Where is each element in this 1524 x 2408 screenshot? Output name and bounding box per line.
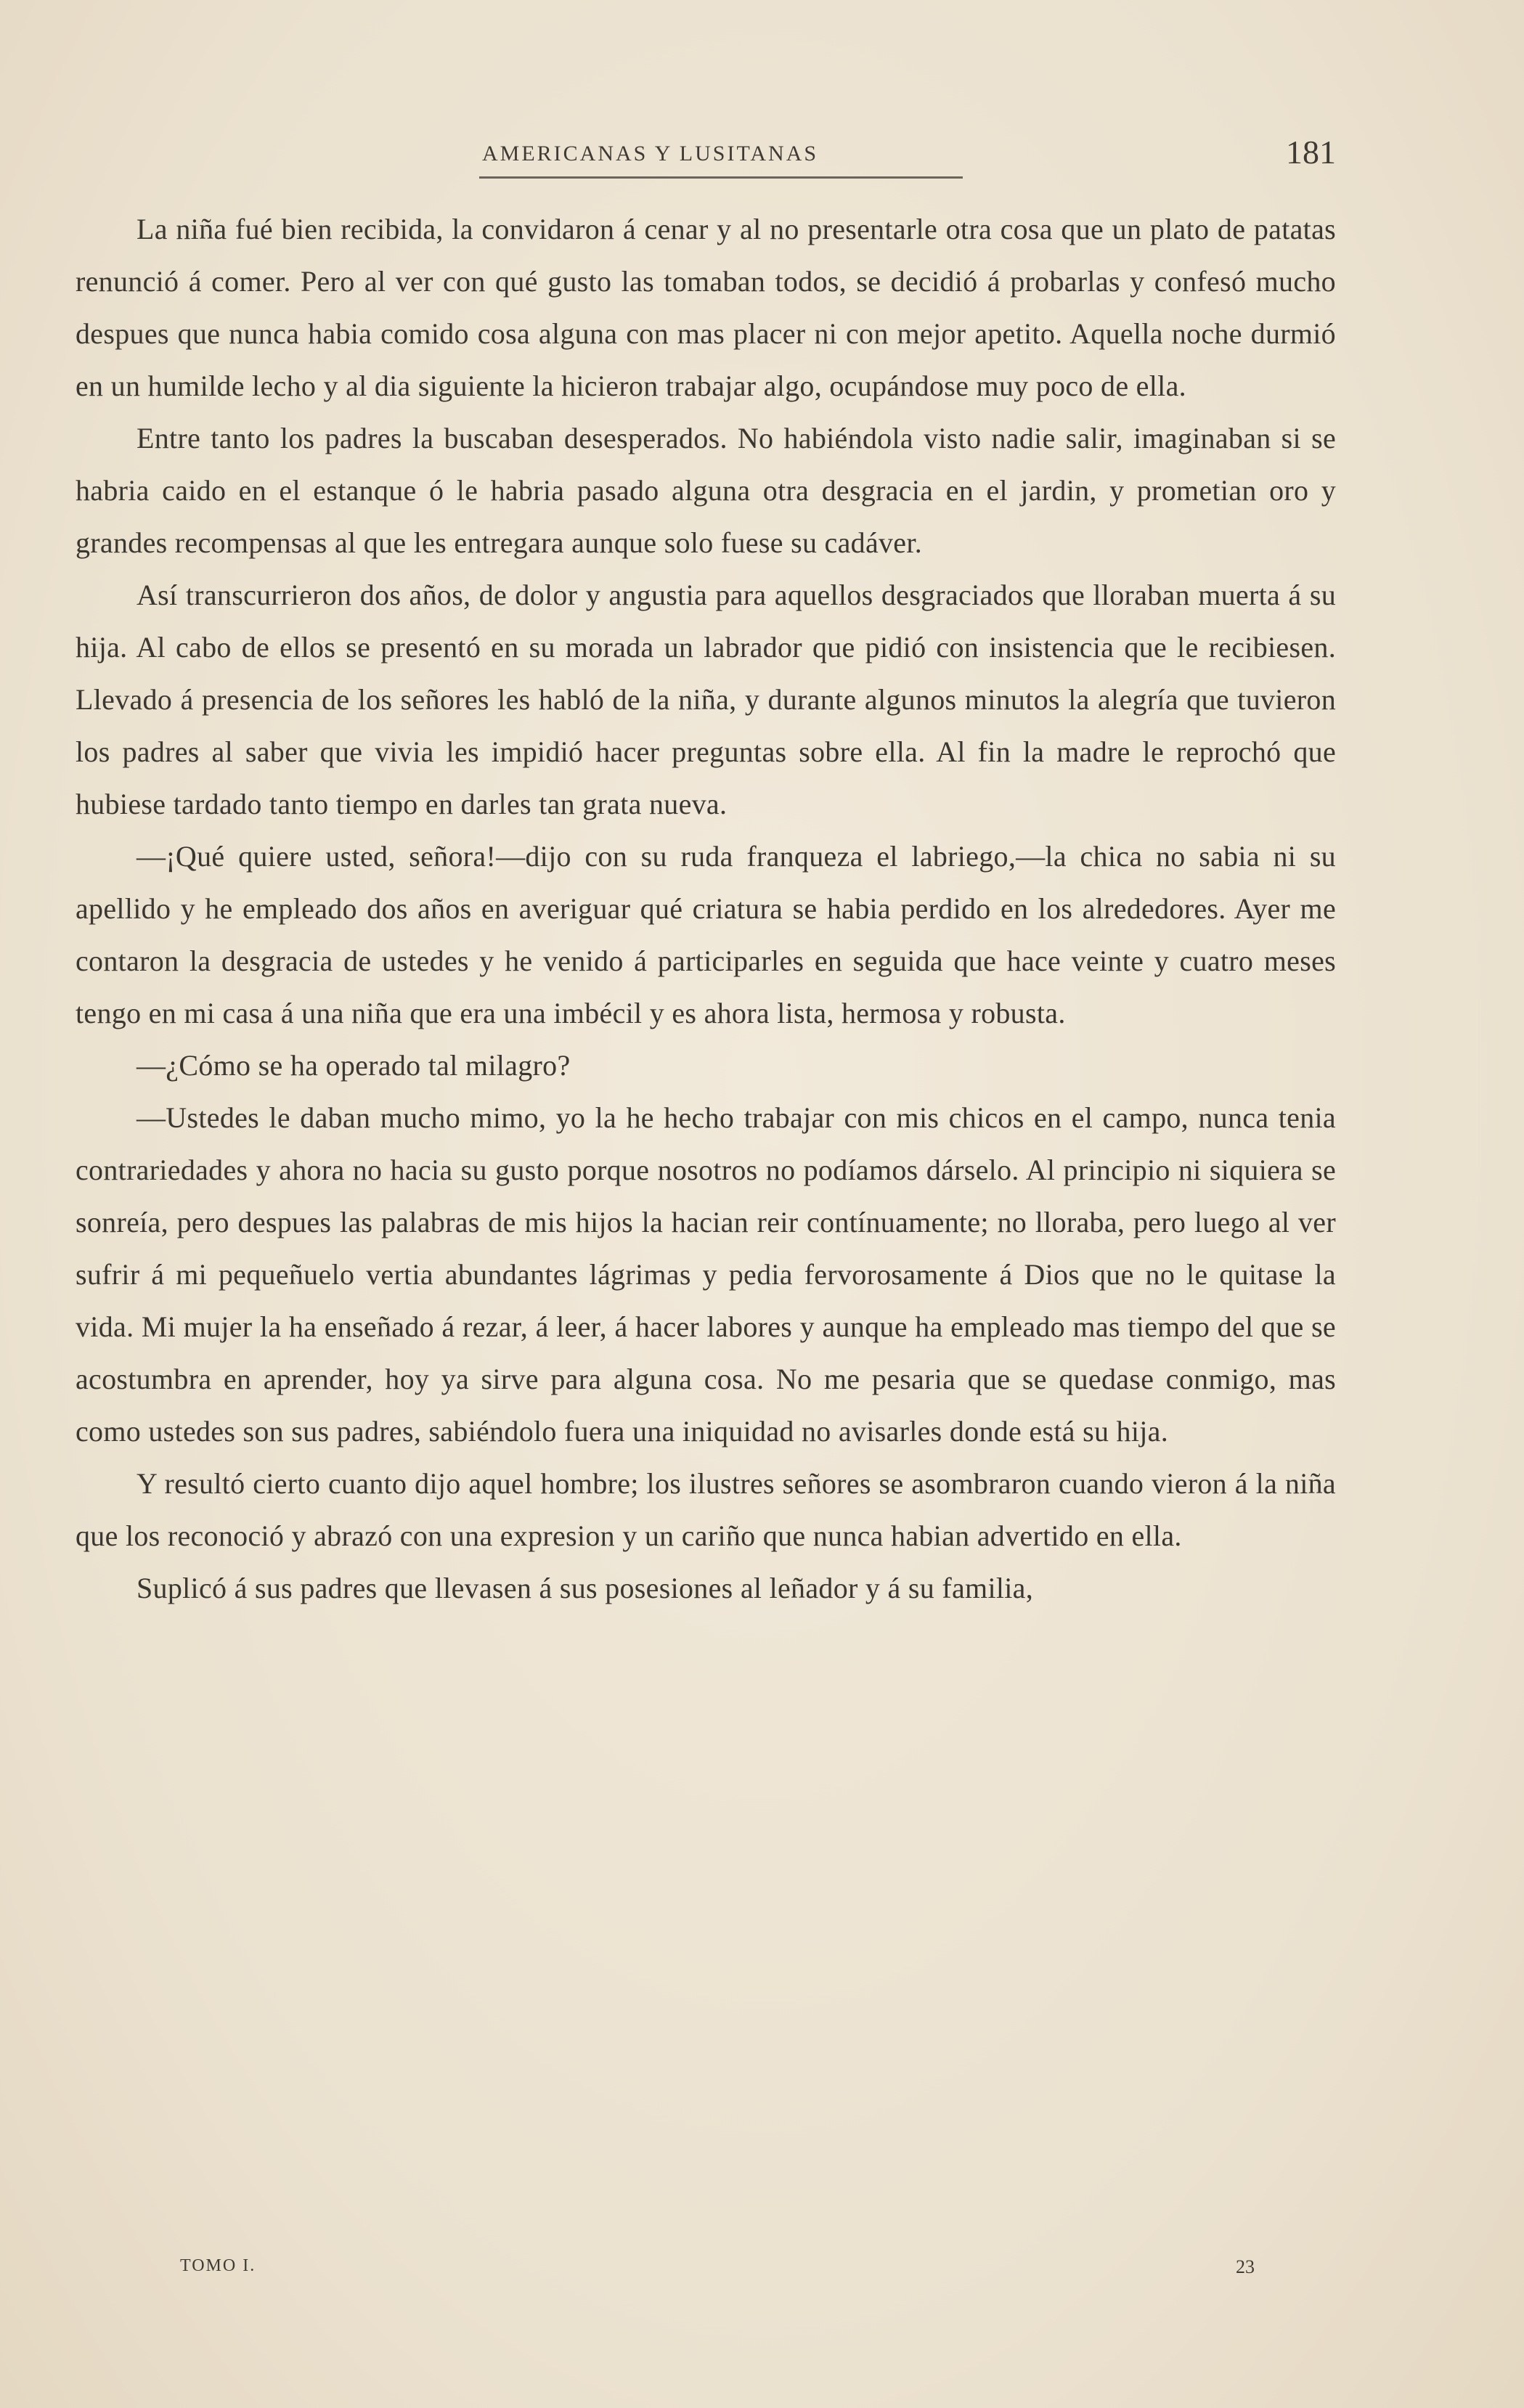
paragraph: La niña fué bien recibida, la convidaron á cenar y al no presentarle otra cosa que un plato de patatas renunció á comer. Pero al ver con qué gusto las tomaban todos, se decidió á probarlas y confesó mucho despues que nunca habia comido cosa alguna con mas placer ni con mejor apetito. Aquella noche durmió en un humilde lecho y al dia siguiente la hicieron trabajar algo, ocupándose muy poco de ella. [76, 213, 1336, 402]
volume-label: TOMO I. [180, 2256, 256, 2275]
paragraph: Y resultó cierto cuanto dijo aquel hombre; los ilustres señores se asombraron cuando vieron á la niña que los reconoció y abrazó con una expresion y un cariño que nunca habian advertido en ella. [76, 1467, 1336, 1552]
paragraph: Así transcurrieron dos años, de dolor y angustia para aquellos desgraciados que lloraban muerta á su hija. Al cabo de ellos se presentó en su morada un labrador que pidió con insistencia que le recibiesen. Llevado á presencia de los señores les habló de la niña, y durante algunos minutos la alegría que tuvieron los padres al saber que vivia les impidió hacer preguntas sobre ella. Al fin la madre le reprochó que hubiese tardado tanto tiempo en darles tan grata nueva. [76, 579, 1336, 820]
running-head [76, 134, 1336, 178]
signature-mark: 23 [1236, 2256, 1255, 2277]
text-body [76, 203, 1336, 1615]
paragraph: Suplicó á sus padres que llevasen á sus posesiones al leñador y á su familia, [136, 1572, 1034, 1604]
paragraph: —¿Cómo se ha operado tal milagro? [136, 1049, 571, 1082]
page-footer [180, 2256, 1255, 2285]
header-rule [479, 176, 963, 179]
page-number: 181 [1286, 134, 1336, 171]
paragraph: —Ustedes le daban mucho mimo, yo la he hecho trabajar con mis chicos en el campo, nunca tenia contrariedades y ahora no hacia su gusto porque nosotros no podíamos dárselo. Al principio ni siquiera se sonreía, pero despues las palabras de mis hijos la hacian reir contínuamente; no lloraba, pero luego al ver sufrir á mi pequeñuelo vertia abundantes lágrimas y pedia fervorosamente á Dios que no le quitase la vida. Mi mujer la ha enseñado á rezar, á leer, á hacer labores y aunque ha empleado mas tiempo del que se acostumbra en aprender, hoy ya sirve para alguna cosa. No me pesaria que se quedase conmigo, mas como ustedes son sus padres, sabiéndolo fuera una iniquidad no avisarles donde está su hija. [76, 1101, 1336, 1448]
paragraph: —¡Qué quiere usted, señora!—dijo con su ruda franqueza el labriego,—la chica no sabia ni su apellido y he empleado dos años en averiguar qué criatura se habia perdido en los alrededores. Ayer me contaron la desgracia de ustedes y he venido á participarles en seguida que hace veinte y cuatro meses tengo en mi casa á una niña que era una imbécil y es ahora lista, hermosa y robusta. [76, 840, 1336, 1029]
paragraph: Entre tanto los padres la buscaban desesperados. No habiéndola visto nadie salir, imaginaban si se habria caido en el estanque ó le habria pasado alguna otra desgracia en el jardin, y prometian oro y grandes recompensas al que les entregara aunque solo fuese su cadáver. [76, 422, 1336, 559]
running-title: AMERICANAS Y LUSITANAS [482, 142, 819, 166]
